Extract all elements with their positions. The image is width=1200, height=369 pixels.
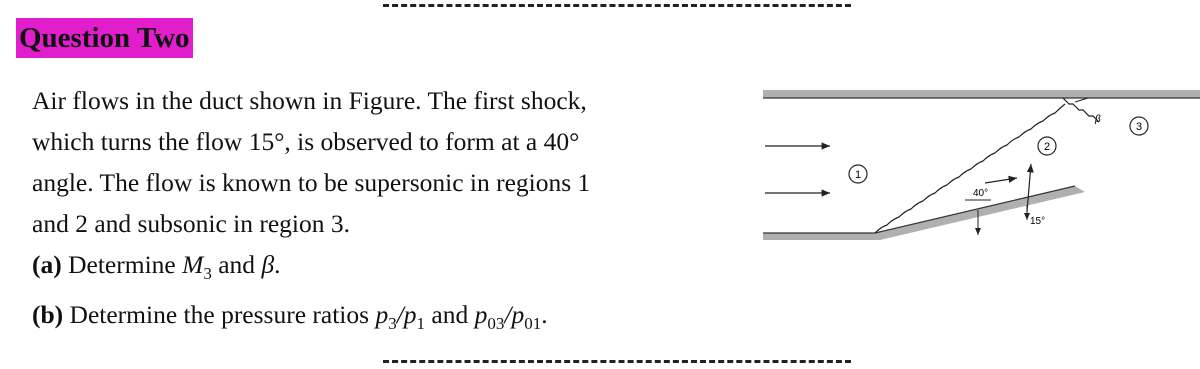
problem-line-1: Air flows in the duct shown in Figure. The first shock, bbox=[32, 86, 587, 115]
problem-line-4: and 2 and subsonic in region 3. bbox=[32, 209, 350, 238]
part-a-text: Determine bbox=[68, 250, 176, 279]
part-a-and: and bbox=[218, 250, 256, 279]
duct-figure bbox=[755, 70, 1200, 260]
reflected-shock bbox=[1063, 98, 1099, 122]
region-2-label: 2 bbox=[1044, 141, 1051, 153]
question-heading: Question Two bbox=[16, 18, 193, 58]
part-b: (b) Determine the pressure ratios $p_3/p_1$ and $p_{03}/p_{01}$. bbox=[32, 300, 548, 334]
region-1-label: 1 bbox=[855, 169, 862, 181]
bottom-separator bbox=[383, 360, 851, 363]
mach-3-symbol: $M_3$ bbox=[182, 250, 212, 284]
part-a: (a) Determine $M_3$ and β. bbox=[32, 250, 281, 284]
part-a-label: (a) bbox=[32, 250, 62, 279]
part-b-and: and bbox=[431, 300, 469, 330]
problem-line-3: angle. The flow is known to be supersonic in regions 1 bbox=[32, 168, 591, 197]
part-b-label: (b) bbox=[32, 300, 64, 330]
problem-statement bbox=[32, 80, 712, 344]
region-3-label: 3 bbox=[1136, 121, 1143, 133]
beta-symbol: β bbox=[261, 250, 275, 279]
top-separator bbox=[383, 4, 851, 7]
pressure-ratio-stagnation: $p_{03}/p_{01}$ bbox=[474, 300, 542, 334]
pressure-ratio-static: $p_3/p_1$ bbox=[375, 300, 426, 334]
upper-wall bbox=[763, 90, 1200, 98]
turn-angle-label: 15° bbox=[1030, 216, 1046, 227]
flow-arrow-region2-a bbox=[985, 178, 1017, 183]
problem-line-2: which turns the flow 15°, is observed to form at a 40° bbox=[32, 127, 580, 156]
beta-label: β bbox=[1095, 114, 1101, 125]
lower-wall bbox=[763, 186, 1085, 240]
part-b-text: Determine the pressure ratios bbox=[69, 300, 370, 330]
shock-angle-label: 40° bbox=[973, 188, 989, 199]
